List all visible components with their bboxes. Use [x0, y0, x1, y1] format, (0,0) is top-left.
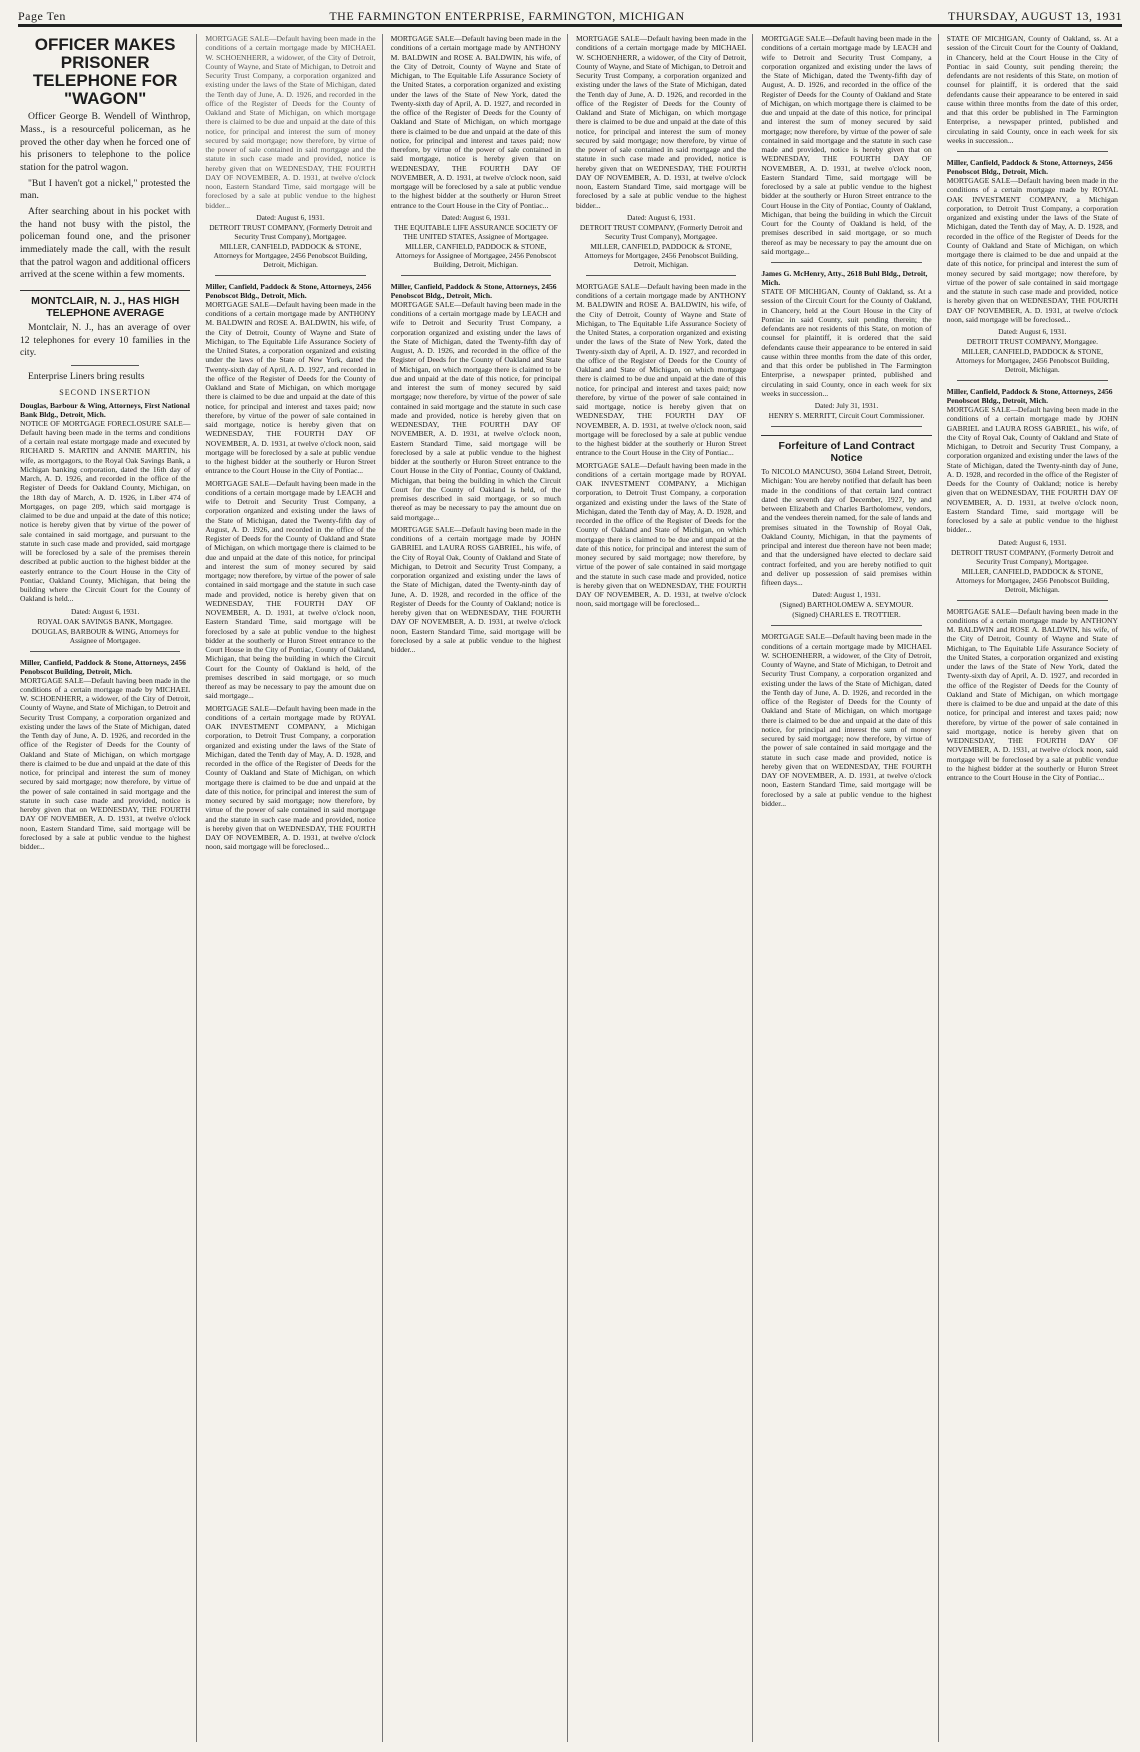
divider [771, 625, 921, 626]
divider [71, 365, 139, 366]
notice-body: MORTGAGE SALE—Default having been made in the conditions of a certain mortgage made by ANTHONY M. BALDWIN and ROSE A. BALDWIN, his wife, of the City of Detroit, County of Wayne and State of Michigan, to The Equitable Life Assurance Society of the United States, a corporation organized and existing under the laws of the State of New York, dated the Twenty-sixth day of April, A. D. 1927, and recorded in the office of the Register of Deeds for the County of Oakland and State of Michigan, on which mortgage there is claimed to be due and unpaid at the date of this notice, for principal and interest and taxes paid; now therefore, by virtue of the power of sale contained in said mortgage, notice is hereby given that on WEDNESDAY, THE FOURTH DAY OF NOVEMBER, A. D. 1931, at twelve o'clock noon, said mortgage will be foreclosed by a sale at public vendue to the highest bidder at the southerly or Huron Street entrance to the Court House in the City of Pontiac... [946, 606, 1118, 782]
notice-body: MORTGAGE SALE—Default having been made in the conditions of a certain mortgage made by ANTHONY M. BALDWIN and ROSE A. BALDWIN, his wife, of the City of Detroit, County of Wayne and State of Michigan, to The Equitable Life Assurance Society of the United States, a corporation organized and existing under the laws of the State of New York, dated the Twenty-sixth day of April, A. D. 1927, and recorded in the office of the Register of Deeds for the County of Oakland and State of Michigan, on which mortgage there is claimed to be due and unpaid at the date of this notice, for principal and interest and taxes paid; now therefore, by virtue of the power of sale contained in said mortgage, notice is hereby given that on WEDNESDAY, THE FOURTH DAY OF NOVEMBER, A. D. 1931, at twelve o'clock noon, said mortgage will be foreclosed by a sale at public vendue to the highest bidder at the southerly or Huron Street entrance to the Court House in the City of Pontiac... [205, 299, 376, 476]
notice-attorney: Miller, Canfield, Paddock & Stone, Attorneys, 2456 Penobscot Building, Detroit, Mich. [20, 657, 186, 676]
notice-attorney: Miller, Canfield, Paddock & Stone, Attorneys, 2456 Penobscot Bldg., Detroit, Mich. [946, 158, 1113, 176]
notice-title: Forfeiture of Land Contract Notice [761, 435, 931, 464]
notice-attorneys: MILLER, CANFIELD, PADDOCK & STONE, Attorneys for Assignee of Mortgagee, 2456 Penobscot Building, Detroit, Michigan. [395, 241, 557, 269]
notice-attorneys: MILLER, CANFIELD, PADDOCK & STONE, Attorneys for Mortgagee, 2456 Penobscot Building, Detroit, Michigan. [213, 241, 368, 269]
column-6 [947, 34, 1124, 1742]
notice-dated: Dated: August 6, 1931. [441, 212, 510, 222]
promo-line [20, 371, 190, 384]
notice-body: MORTGAGE SALE—Default having been made in the conditions of a certain mortgage made by MICHAEL W. SCHOENHERR, a widower, of the City of Detroit, County of Wayne, and State of Michigan, to Detroit and Security Trust Company, a corporation organized and existing under the laws of the State of Michigan, dated the Tenth day of June, A. D. 1926, and recorded in the office of the Register of Deeds for the County of Oakland and State of Michigan, on which mortgage there is claimed to be due and unpaid at the date of this notice, for principal and interest the sum of money secured by said mortgage; now therefore, by virtue of the power of sale contained in said mortgage and the statute in such case made and provided, notice is hereby given that on WEDNESDAY, THE FOURTH DAY OF NOVEMBER, A. D. 1931, at twelve o'clock noon, Eastern Standard Time, said mortgage will be foreclosed by a sale at public vendue to the highest bidder... [20, 675, 191, 852]
story-paragraph: After searching about in his pocket with the hand not busy with the pistol, the policeman found one, and the prisoner immediately made the call, with the result that the patrol wagon and additional officers arrived at the scene within a few moments. [20, 205, 191, 281]
notice-party: DETROIT TRUST COMPANY, (Formerly Detroit and Security Trust Company), Mortgagee. [209, 222, 372, 241]
newspaper-title: THE FARMINGTON ENTERPRISE, FARMINGTON, MICHIGAN [329, 9, 685, 23]
column-3 [391, 34, 568, 1742]
column-2 [205, 34, 382, 1742]
column-4 [576, 34, 753, 1742]
notice-body: MORTGAGE SALE—Default having been made in the conditions of a certain mortgage made by ANTHONY M. BALDWIN and ROSE A. BALDWIN, his wife, of the City of Detroit, County of Wayne and State of Michigan, to The Equitable Life Assurance Society of the United States, a corporation organized and existing under the laws of the State of New York, dated the Twenty-sixth day of April, A. D. 1927, and recorded in the office of the Register of Deeds for the County of Oakland and State of Michigan, on which mortgage there is claimed to be due and unpaid at the date of this notice, for principal and interest and taxes paid; now therefore, by virtue of the power of sale contained in said mortgage, notice is hereby given that on WEDNESDAY, THE FOURTH DAY OF NOVEMBER, A. D. 1931, at twelve o'clock noon, said mortgage will be foreclosed by a sale at public vendue to the highest bidder at the southerly or Huron Street entrance to the Court House in the City of Pontiac... [390, 34, 561, 210]
story-body [20, 111, 190, 282]
page-number: Page Ten [18, 9, 66, 23]
notice-body: MORTGAGE SALE—Default having been made in the conditions of a certain mortgage made by LEACH and wife to Detroit and Security Trust Company, a corporation organized and existing under the laws of the State of Michigan, dated the Twenty-fifth day of August, A. D. 1926, and recorded in the office of the Register of Deeds for the County of Oakland and State of Michigan, on which mortgage there is claimed to be due and unpaid at the date of this notice, for principal and interest the sum of money secured by said mortgage; now therefore, by virtue of the power of sale contained in said mortgage and the statute in such case made and provided, notice is hereby given that on WEDNESDAY, THE FOURTH DAY OF NOVEMBER, A. D. 1931, at twelve o'clock noon, Eastern Standard Time, said mortgage will be foreclosed by a sale at public vendue to the highest bidder at the southerly or Huron Street entrance to the Court House in the City of Pontiac, County of Oakland, Michigan, that being the building in which the Circuit Court for the County of Oakland is held, of the premises described in said mortgage, or so much thereof as may be necessary to pay the amount due on said mortgage... [205, 478, 376, 701]
notice-attorneys: MILLER, CANFIELD, PADDOCK & STONE, Attorneys for Mortgagee, 2456 Penobscot Building, Detroit, Michigan. [955, 566, 1110, 594]
notice-body: MORTGAGE SALE—Default having been made in the conditions of a certain mortgage made by MICHAEL W. SCHOENHERR, a widower, of the City of Detroit, County of Wayne, and State of Michigan, to Detroit and Security Trust Company, a corporation organized and existing under the laws of the State of Michigan, dated the Tenth day of June, A. D. 1926, and recorded in the office of the Register of Deeds for the County of Oakland and State of Michigan, on which mortgage there is claimed to be due and unpaid at the date of this notice, for principal and interest the sum of money secured by said mortgage; now therefore, by virtue of the power of sale contained in said mortgage and the statute in such case made and provided, notice is hereby given that on WEDNESDAY, THE FOURTH DAY OF NOVEMBER, A. D. 1931, at twelve o'clock noon, Eastern Standard Time, said mortgage will be foreclosed by a sale at public vendue to the highest bidder... [761, 632, 932, 808]
notice-body: MORTGAGE SALE—Default having been made in the conditions of a certain mortgage made by ROYAL OAK INVESTMENT COMPANY, a Michigan corporation, to Detroit Trust Company, a corporation organized and existing under the laws of the State of Michigan, dated the Tenth day of May, A. D. 1928, and recorded in the office of the Register of Deeds for the County of Oakland and State of Michigan, on which mortgage there is claimed to be due and unpaid at the date of this notice, for principal and interest the sum of money secured by said mortgage; now therefore, by virtue of the power of sale contained in said mortgage and the statute in such case made and provided, notice is hereby given that on WEDNESDAY, THE FOURTH DAY OF NOVEMBER, A. D. 1931, at twelve o'clock noon, said mortgage will be foreclosed... [575, 460, 747, 609]
notice-attorney: Miller, Canfield, Paddock & Stone, Attorneys, 2456 Penobscot Bldg., Detroit, Mich. [390, 281, 557, 300]
notice-body: MORTGAGE SALE—Default having been made in the conditions of a certain mortgage made by ANTHONY M. BALDWIN and ROSE A. BALDWIN, his wife, of the City of Detroit, County of Wayne and State of Michigan, to The Equitable Life Assurance Society of the United States, a corporation organized and existing under the laws of the State of New York, dated the Twenty-sixth day of April, A. D. 1927, and recorded in the office of the Register of Deeds for the County of Oakland and State of Michigan, on which mortgage there is claimed to be due and unpaid at the date of this notice, for principal and interest and taxes paid; now therefore, by virtue of the power of sale contained in said mortgage, notice is hereby given that on WEDNESDAY, THE FOURTH DAY OF NOVEMBER, A. D. 1931, at twelve o'clock noon, said mortgage will be foreclosed by a sale at public vendue to the highest bidder at the southerly or Huron Street entrance to the Court House in the City of Pontiac... [575, 281, 747, 458]
notice-party: (Signed) CHARLES E. TROTTIER. [792, 610, 901, 620]
notice-attorney: Miller, Canfield, Paddock & Stone, Attorneys, 2456 Penobscot Bldg., Detroit, Mich. [205, 281, 372, 300]
divider [30, 651, 180, 652]
divider [771, 426, 921, 427]
promo-text: Enterprise Liners bring results [28, 370, 145, 382]
page-columns [20, 34, 1124, 1742]
notice-body: MORTGAGE SALE—Default having been made in the conditions of a certain mortgage made by MICHAEL W. SCHOENHERR, a widower, of the City of Detroit, County of Wayne, and State of Michigan, to Detroit and Security Trust Company, a corporation organized and existing under the laws of the State of Michigan, dated the Tenth day of June, A. D. 1926, and recorded in the office of the Register of Deeds for the County of Oakland and State of Michigan, on which mortgage there is claimed to be due and unpaid at the date of this notice, for principal and interest the sum of money secured by said mortgage; now therefore, by virtue of the power of sale contained in said mortgage and the statute in such case made and provided, notice is hereby given that on WEDNESDAY, THE FOURTH DAY OF NOVEMBER, A. D. 1931, at twelve o'clock noon, Eastern Standard Time, said mortgage will be foreclosed by a sale at public vendue to the highest bidder... [205, 34, 376, 210]
brief-headline: MONTCLAIR, N. J., HAS HIGH TELEPHONE AVERAGE [20, 290, 190, 319]
divider [586, 275, 736, 276]
notice-dated: Dated: August 6, 1931. [256, 212, 325, 222]
divider [401, 275, 551, 276]
notice-party: (Signed) BARTHOLOMEW A. SEYMOUR. [779, 600, 914, 610]
notice-attorneys: MILLER, CANFIELD, PADDOCK & STONE, Attorneys for Mortgagee, 2456 Penobscot Building, Detroit, Michigan. [584, 241, 739, 269]
notice-body: STATE OF MICHIGAN, County of Oakland, ss. At a session of the Circuit Court for the County of Oakland, in Chancery, held at the Court House in the City of Pontiac in said County, suit pending therein; the defendants are not residents of this State, on motion of counsel for plaintiff, it is ordered that the said defendants cause their appearance to be entered in said cause within three months from the date of this order, and that this order be published in The Farmington Enterprise, a newspaper printed, published and circulating in said County, once in each week for six weeks in succession... [761, 287, 932, 398]
notice-party: ROYAL OAK SAVINGS BANK, Mortgagee. [37, 616, 173, 626]
notice-body: NOTICE OF MORTGAGE FORECLOSURE SALE—Default having been made in the terms and conditions of a certain real estate mortgage made and executed by RICHARD S. MARTIN and ANNIE MARTIN, his wife, as mortgagors, to the Royal Oak Savings Bank, a Michigan banking corporation, dated the 16th day of March, A. D. 1926, and recorded in the office of the Register of Deeds for Oakland County, Michigan, on the 18th day of March, A. D. 1926, in Liber 474 of Mortgages, on page 209, which said mortgage is claimed to be due and unpaid at the date of this notice; notice is hereby given that by virtue of the power of sale contained in said mortgage, and pursuant to the statute in such case made and provided, said mortgage will be foreclosed by a sale of the premises therein described at public auction to the highest bidder at the easterly entrance to the Court House in the City of Pontiac, Oakland County, Michigan, that being the building where the Circuit Court for the County of Oakland is held... [20, 418, 191, 604]
notice-dated: Dated: August 6, 1931. [626, 212, 696, 222]
notice-body: STATE OF MICHIGAN, County of Oakland, ss. At a session of the Circuit Court for the County of Oakland, in Chancery, held at the Court House in the City of Pontiac in said County, suit pending therein; the defendants are not residents of this State, on motion of counsel for plaintiff, it is ordered that the said defendants cause their appearance to be entered in said cause within three months from the date of this order, and that this order be published in The Farmington Enterprise, a newspaper printed, published and circulating in said County, once in each week for six weeks in succession... [946, 34, 1118, 145]
notice-party: HENRY S. MERRITT, Circuit Court Commissioner. [768, 411, 925, 420]
notice-body: MORTGAGE SALE—Default having been made in the conditions of a certain mortgage made by ROYAL OAK INVESTMENT COMPANY, a Michigan corporation, to Detroit Trust Company, a corporation organized and existing under the laws of the State of Michigan, dated the Tenth day of May, A. D. 1928, and recorded in the office of the Register of Deeds for the County of Oakland and State of Michigan, on which mortgage there is claimed to be due and unpaid at the date of this notice, for principal and interest the sum of money secured by said mortgage; now therefore, by virtue of the power of sale contained in said mortgage and the statute in such case made and provided, notice is hereby given that on WEDNESDAY, THE FOURTH DAY OF NOVEMBER, A. D. 1931, at twelve o'clock noon, said mortgage will be foreclosed... [946, 176, 1118, 324]
notice-body: MORTGAGE SALE—Default having been made in the conditions of a certain mortgage made by JOHN GABRIEL and LAURA ROSS GABRIEL, his wife, of the City of Royal Oak, County of Oakland and State of Michigan, to Detroit and Security Trust Company, a corporation organized and existing under the laws of the State of Michigan, dated the Twenty-ninth day of June, A. D. 1928, and recorded in the office of the Register of Deeds for the County of Oakland; notice is hereby given that on WEDNESDAY, THE FOURTH DAY OF NOVEMBER, A. D. 1931, at twelve o'clock noon, Eastern Standard Time, said mortgage will be foreclosed by a sale at public vendue to the highest bidder... [946, 405, 1118, 535]
notice-body: MORTGAGE SALE—Default having been made in the conditions of a certain mortgage made by LEACH and wife to Detroit and Security Trust Company, a corporation organized and existing under the laws of the State of Michigan, dated the Twenty-fifth day of August, A. D. 1926, and recorded in the office of the Register of Deeds for the County of Oakland and State of Michigan, on which mortgage there is claimed to be due and unpaid at the date of this notice, for principal and interest the sum of money secured by said mortgage; now therefore, by virtue of the power of sale contained in said mortgage and the statute in such case made and provided, notice is hereby given that on WEDNESDAY, THE FOURTH DAY OF NOVEMBER, A. D. 1931, at twelve o'clock noon, Eastern Standard Time, said mortgage will be foreclosed by a sale at public vendue to the highest bidder at the southerly or Huron Street entrance to the Court House in the City of Pontiac, County of Oakland, Michigan, that being the building in which the Circuit Court for the County of Oakland is held, of the premises described in said mortgage, or so much thereof as may be necessary to pay the amount due on said mortgage... [390, 299, 561, 522]
section-label: SECOND INSERTION [59, 387, 152, 397]
masthead-rule [18, 26, 1122, 27]
divider [957, 380, 1108, 381]
notice-attorneys: MILLER, CANFIELD, PADDOCK & STONE, Attorneys for Mortgagee, 2456 Penobscot Building, Detroit, Michigan. [955, 347, 1110, 374]
notice-party: DETROIT TRUST COMPANY, Mortgagee. [966, 337, 1098, 346]
notice-attorney: James G. McHenry, Atty., 2618 Buhl Bldg., Detroit, Mich. [761, 269, 928, 287]
notice-party: THE EQUITABLE LIFE ASSURANCE SOCIETY OF THE UNITED STATES, Assignee of Mortgagee. [393, 222, 558, 241]
notice-dated: Dated: August 6, 1931. [70, 606, 140, 616]
notice-dated: Dated: August 1, 1931. [812, 590, 881, 600]
notice-body: To NICOLO MANCUSO, 3604 Leland Street, Detroit, Michigan: You are hereby notified that default has been made in the conditions of that certain land contract dated the seventh day of December, 1927, by and between Elizabeth and Charles Bartholomew, vendors, and the vendees therein named, for the sale of lands and premises situated in the Township of Royal Oak, Oakland County, Michigan, in that the payments of principal and interest due thereon have not been made; and that the undersigned have elected to declare said contract forfeited, and you are hereby notified to quit and deliver up possession of said premises within fifteen days... [761, 467, 932, 587]
notice-body: MORTGAGE SALE—Default having been made in the conditions of a certain mortgage made by LEACH and wife to Detroit and Security Trust Company, a corporation organized and existing under the laws of the State of Michigan, dated the Twenty-fifth day of August, A. D. 1926, and recorded in the office of the Register of Deeds for the County of Oakland and State of Michigan, on which mortgage there is claimed to be due and unpaid at the date of this notice, for principal and interest the sum of money secured by said mortgage; now therefore, by virtue of the power of sale contained in said mortgage and the statute in such case made and provided, notice is hereby given that on WEDNESDAY, THE FOURTH DAY OF NOVEMBER, A. D. 1931, at twelve o'clock noon, Eastern Standard Time, said mortgage will be foreclosed by a sale at public vendue to the highest bidder at the southerly or Huron Street entrance to the Court House in the City of Pontiac, County of Oakland, Michigan, that being the building in which the Circuit Court for the County of Oakland is held, of the premises described in said mortgage, or so much thereof as may be necessary to pay the amount due on said mortgage... [761, 34, 932, 256]
divider [957, 151, 1108, 152]
brief-text: Montclair, N. J., has an average of over 12 telephones for every 10 families in the city. [20, 321, 191, 359]
story-paragraph: Officer George B. Wendell of Winthrop, Mass., is a resourceful policeman, as he proved the other day when he forced one of his prisoners to telephone to the police station for the patrol wagon. [20, 111, 191, 173]
notice-dated: Dated: August 6, 1931. [998, 327, 1067, 336]
story-headline: OFFICER MAKES PRISONER TELEPHONE FOR "WAGON" [32, 35, 178, 108]
notice-party: DETROIT TRUST COMPANY, (Formerly Detroit and Security Trust Company), Mortgagee. [579, 222, 743, 241]
notice-attorney: Douglas, Barbour & Wing, Attorneys, First National Bank Bldg., Detroit, Mich. [20, 400, 190, 419]
notice-dated: Dated: July 31, 1931. [814, 401, 879, 410]
notice-attorneys: DOUGLAS, BARBOUR & WING, Attorneys for Assignee of Mortgagee. [31, 626, 179, 645]
notice-body: MORTGAGE SALE—Default having been made in the conditions of a certain mortgage made by MICHAEL W. SCHOENHERR, a widower, of the City of Detroit, County of Wayne, and State of Michigan, to Detroit and Security Trust Company, a corporation organized and existing under the laws of the State of Michigan, dated the Tenth day of June, A. D. 1926, and recorded in the office of the Register of Deeds for the County of Oakland and State of Michigan, on which mortgage there is claimed to be due and unpaid at the date of this notice, for principal and interest the sum of money secured by said mortgage; now therefore, by virtue of the power of sale contained in said mortgage and the statute in such case made and provided, notice is hereby given that on WEDNESDAY, THE FOURTH DAY OF NOVEMBER, A. D. 1931, at twelve o'clock noon, Eastern Standard Time, said mortgage will be foreclosed by a sale at public vendue to the highest bidder... [575, 34, 747, 210]
story-paragraph: "But I haven't got a nickel," protested the man. [20, 177, 191, 202]
notice-attorney: Miller, Canfield, Paddock & Stone, Attorneys, 2456 Penobscot Bldg., Detroit, Mich. [946, 387, 1113, 405]
brief-body [20, 322, 190, 360]
divider [957, 600, 1108, 601]
notice-party: DETROIT TRUST COMPANY, (Formerly Detroit and Security Trust Company), Mortgagee. [951, 547, 1114, 566]
divider [771, 262, 921, 263]
issue-date: THURSDAY, AUGUST 13, 1931 [948, 9, 1122, 23]
notice-dated: Dated: August 6, 1931. [998, 537, 1067, 547]
notice-body: MORTGAGE SALE—Default having been made in the conditions of a certain mortgage made by JOHN GABRIEL and LAURA ROSS GABRIEL, his wife, of the City of Royal Oak, County of Oakland and State of Michigan, to Detroit and Security Trust Company, a corporation organized and existing under the laws of the State of Michigan, dated the Twenty-ninth day of June, A. D. 1928, and recorded in the office of the Register of Deeds for the County of Oakland; notice is hereby given that on WEDNESDAY, THE FOURTH DAY OF NOVEMBER, A. D. 1931, at twelve o'clock noon, Eastern Standard Time, said mortgage will be foreclosed by a sale at public vendue to the highest bidder... [390, 524, 561, 654]
masthead [18, 4, 1122, 26]
column-5 [761, 34, 938, 1742]
column-1 [20, 34, 197, 1742]
divider [215, 275, 365, 276]
notice-body: MORTGAGE SALE—Default having been made in the conditions of a certain mortgage made by ROYAL OAK INVESTMENT COMPANY, a Michigan corporation, to Detroit Trust Company, a corporation organized and existing under the laws of the State of Michigan, dated the Tenth day of May, A. D. 1928, and recorded in the office of the Register of Deeds for the County of Oakland and State of Michigan, on which mortgage there is claimed to be due and unpaid at the date of this notice, for principal and interest the sum of money secured by said mortgage; now therefore, by virtue of the power of sale contained in said mortgage and the statute in such case made and provided, notice is hereby given that on WEDNESDAY, THE FOURTH DAY OF NOVEMBER, A. D. 1931, at twelve o'clock noon, said mortgage will be foreclosed... [205, 703, 376, 852]
